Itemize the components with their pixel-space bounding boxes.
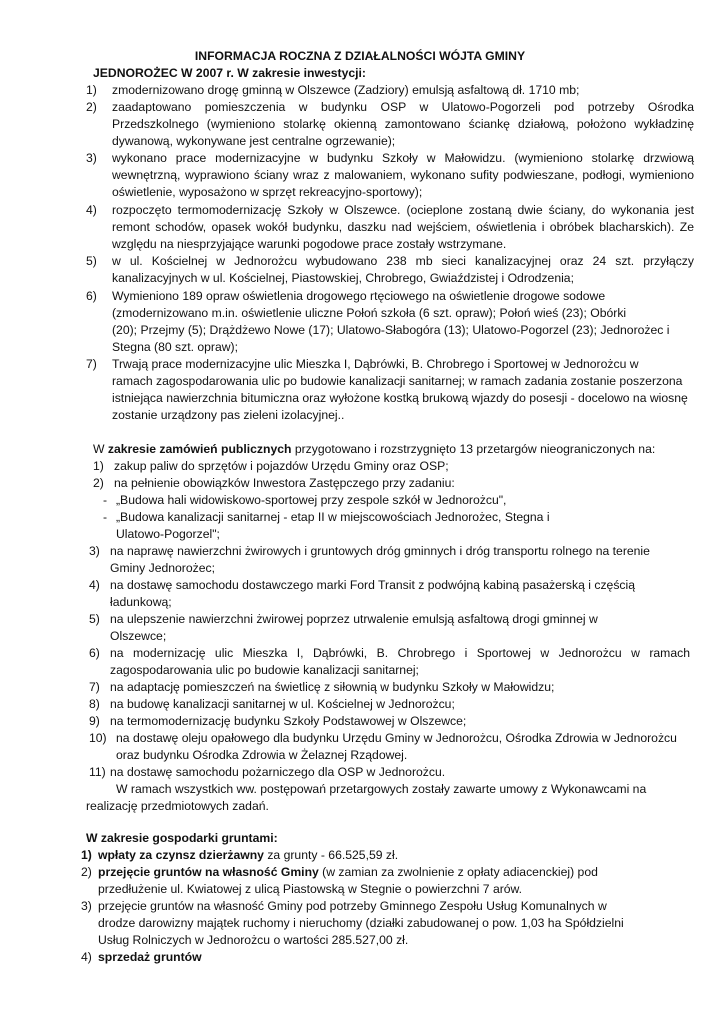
list-item-text: zmodernizowano drogę gminną w Olszewce (Zadziory) emulsją asfaltową dł. 1710 mb; [112,83,580,97]
land-heading: W zakresie gospodarki gruntami: [86,831,278,845]
list-item-text [98,864,598,881]
procurement-intro-post: przygotowano i rozstrzygnięto 13 przetargów nieograniczonych na: [291,442,656,456]
list-item-number: 8) [89,697,100,711]
list-item-number: 10) [89,731,107,745]
list-item-text: zaadaptowano pomieszczenia w budynku OSP w Ulatowo-Pogorzeli pod potrzeby Ośrodka [112,100,694,114]
procurement-intro-bold: zakresie zamówień publicznych [107,442,292,456]
list-item-text: dywanową, wykonywane jest centralne ogrzewanie); [112,134,396,148]
list-item-number: 7) [86,357,97,371]
list-item-text: oświetlenie, wyposażono w sprzęt rekreacyjno-sportowy); [112,185,423,199]
list-item-text: ładunkową; [110,595,172,609]
list-item-number: 4) [86,203,97,217]
list-item-text: na pełnienie obowiązków Inwestora Zastępczego przy zadaniu: [114,476,455,490]
list-item-text: wykonano prace modernizacyjne w budynku Szkoły w Małowidzu. (wymieniono stolarkę drzwiową [112,151,694,165]
list-item-bold: wpłaty za czynsz dzierżawny [98,848,264,862]
investments-heading: JEDNOROŻEC W 2007 r. W zakresie inwestycji: [93,66,366,80]
list-item-text: przedłużenie ul. Kwiatowej z ulicą Piastowską w Stegnie o powierzchni 7 arów. [98,882,523,896]
document-title: INFORMACJA ROCZNA Z DZIAŁALNOŚCI WÓJTA GMINY [194,49,526,63]
list-item-text: na termomodernizację budynku Szkoły Podstawowej w Olszewce; [110,714,467,728]
list-item-text: na dostawę samochodu pożarniczego dla OSP w Jednorożcu. [110,765,446,779]
list-item-number: 2) [86,100,97,114]
list-item-text: Stegna (80 szt. opraw); [112,340,238,354]
list-item-text: na naprawę nawierzchni żwirowych i gruntowych dróg gminnych i dróg transportu rolnego na terenie [110,544,650,558]
list-item-text: Ulatowo-Pogorzel"; [116,527,220,541]
list-item-number: 1) [93,459,104,473]
list-item-text: na adaptację pomieszczeń na świetlicę z siłownią w budynku Szkoły w Małowidzu; [110,680,555,694]
list-item-number: 4) [81,950,92,964]
list-item-number: 9) [89,714,100,728]
list-item-text: względu na niesprzyjające warunki pogodowe prace zostały wstrzymane. [112,237,507,251]
list-item-text [98,847,398,864]
list-item-text: Przedszkolnego (wymieniono stolarkę okienną zamontowano ściankę działową, położono wykładzinę [112,117,694,131]
list-item-number: 6) [86,289,97,303]
list-item-text: zagospodarowania ulic po budowie kanalizacji sanitarnej; [110,663,419,677]
list-item-dash: - [103,493,108,507]
list-item-number: 5) [86,254,97,268]
list-item-text: istniejąca nawierzchnia bitumiczna oraz wyłożone kostką brukową wjazdy do posesji - docelowo na wiosnę [112,391,688,405]
list-item-text: ramach zagospodarowania ulic po budowie kanalizacji sanitarnej; w ramach zadania zostanie poszerzona [112,374,683,388]
list-item-text: (zmodernizowano m.in. oświetlenie uliczne Połoń szkoła (6 szt. opraw); Połoń wieś (23); Obórki [112,306,627,320]
list-item-text: zakup paliw do sprzętów i pojazdów Urzędu Gminy oraz OSP; [114,459,449,473]
list-item-text: (20); Przejmy (5); Drążdżewo Nowe (17); Ulatowo-Słabogóra (13); Ulatowo-Pogorzel (23); Jednorożec i [112,323,670,337]
list-item-number: 11) [89,765,106,779]
list-item-number: 5) [89,612,100,626]
list-item-number: 6) [89,646,100,660]
list-item-number: 2) [81,865,92,879]
list-item-text: „Budowa kanalizacji sanitarnej - etap II w miejscowościach Jednorożec, Stegna i [116,510,550,524]
list-item-dash: - [103,510,108,524]
procurement-intro-pre: W [93,442,108,456]
list-item-text: na modernizację ulic Mieszka I, Dąbrówki, B. Chrobrego i Sportowej w Jednorożcu w ramach [110,646,690,660]
list-item-text: oraz budynku Ośrodka Zdrowia w Żelaznej Rządowej. [116,748,408,762]
list-item-text: Wymieniono 189 opraw oświetlenia drogowego rtęciowego na oświetlenie drogowe sodowe [112,289,606,303]
list-item-text: Olszewce; [110,629,167,643]
list-item-text: kanalizacyjnych w ul. Kościelnej, Piastowskiej, Chrobrego, Gwiaździstej i Odrodzenia; [112,271,574,285]
list-item-text: w ul. Kościelnej w Jednorożcu wybudowano 238 mb sieci kanalizacyjnej oraz 24 szt. przyłączy [112,254,694,268]
list-item-bold: przejęcie gruntów na własność Gminy [98,865,319,879]
list-item-text: na dostawę oleju opałowego dla budynku Urzędu Gminy w Jednorożcu, Ośrodka Zdrowia w Jednorożcu [116,731,677,745]
list-item-text: Usług Rolniczych w Jednorożcu o wartości 285.527,00 zł. [98,933,409,947]
list-item-text: Gminy Jednorożec; [110,561,215,575]
list-item-text: zostanie urządzony pas zieleni izolacyjnej.. [112,408,345,422]
procurement-closing: W ramach wszystkich ww. postępowań przetargowych zostały zawarte umowy z Wykonawcami na [116,782,647,796]
list-item-text: rozpoczęto termomodernizację Szkoły w Olszewce. (ocieplone zostaną dwie ściany, do wykonania jest [112,203,694,217]
list-item-number: 3) [81,899,92,913]
list-item-number: 3) [86,151,97,165]
list-item-text: na ulepszenie nawierzchni żwirowej poprzez utrwalenie emulsją asfaltową drogi gminnej w [110,612,598,626]
list-item-number: 2) [93,476,104,490]
procurement-closing: realizację przedmiotowych zadań. [86,799,269,813]
list-item-text: drodze darowizny majątek ruchomy i nieruchomy (działki zabudowanej o pow. 1,03 ha Spółdzielni [98,916,624,930]
list-item-text: sprzedaż gruntów [98,950,202,964]
list-item-number: 7) [89,680,100,694]
list-item-text: wewnętrzną, wyprawiono ściany wraz z malowaniem, wykonano sufity podwieszane, podłogi, wymieniono [112,168,694,182]
list-item-text: przejęcie gruntów na własność Gminy pod potrzeby Gminnego Zespołu Usług Komunalnych w [98,899,607,913]
list-item-text: na budowę kanalizacji sanitarnej w ul. Kościelnej w Jednorożcu; [110,697,455,711]
procurement-intro [93,441,655,458]
list-item-text: Trwają prace modernizacyjne ulic Mieszka I, Dąbrówki, B. Chrobrego i Sportowej w Jednorożcu w [112,357,639,371]
list-item-text: remont schodów, opasek wokół budynku, daszku nad wejściem, oświetlenia i obróbek blacharskich). Ze [112,220,694,234]
list-item-text: na dostawę samochodu dostawczego marki Ford Transit z podwójną kabiną pasażerską i częścią [110,578,636,592]
list-item-text: „Budowa hali widowiskowo-sportowej przy zespole szkół w Jednorożcu", [116,493,507,507]
list-item-number: 3) [89,544,100,558]
list-item-rest: za grunty - 66.525,59 zł. [263,848,399,862]
list-item-number: 1) [86,83,97,97]
list-item-rest: (w zamian za zwolnienie z opłaty adiacenckiej) pod [318,865,598,879]
list-item-number: 4) [89,578,100,592]
list-item-number: 1) [81,848,92,862]
